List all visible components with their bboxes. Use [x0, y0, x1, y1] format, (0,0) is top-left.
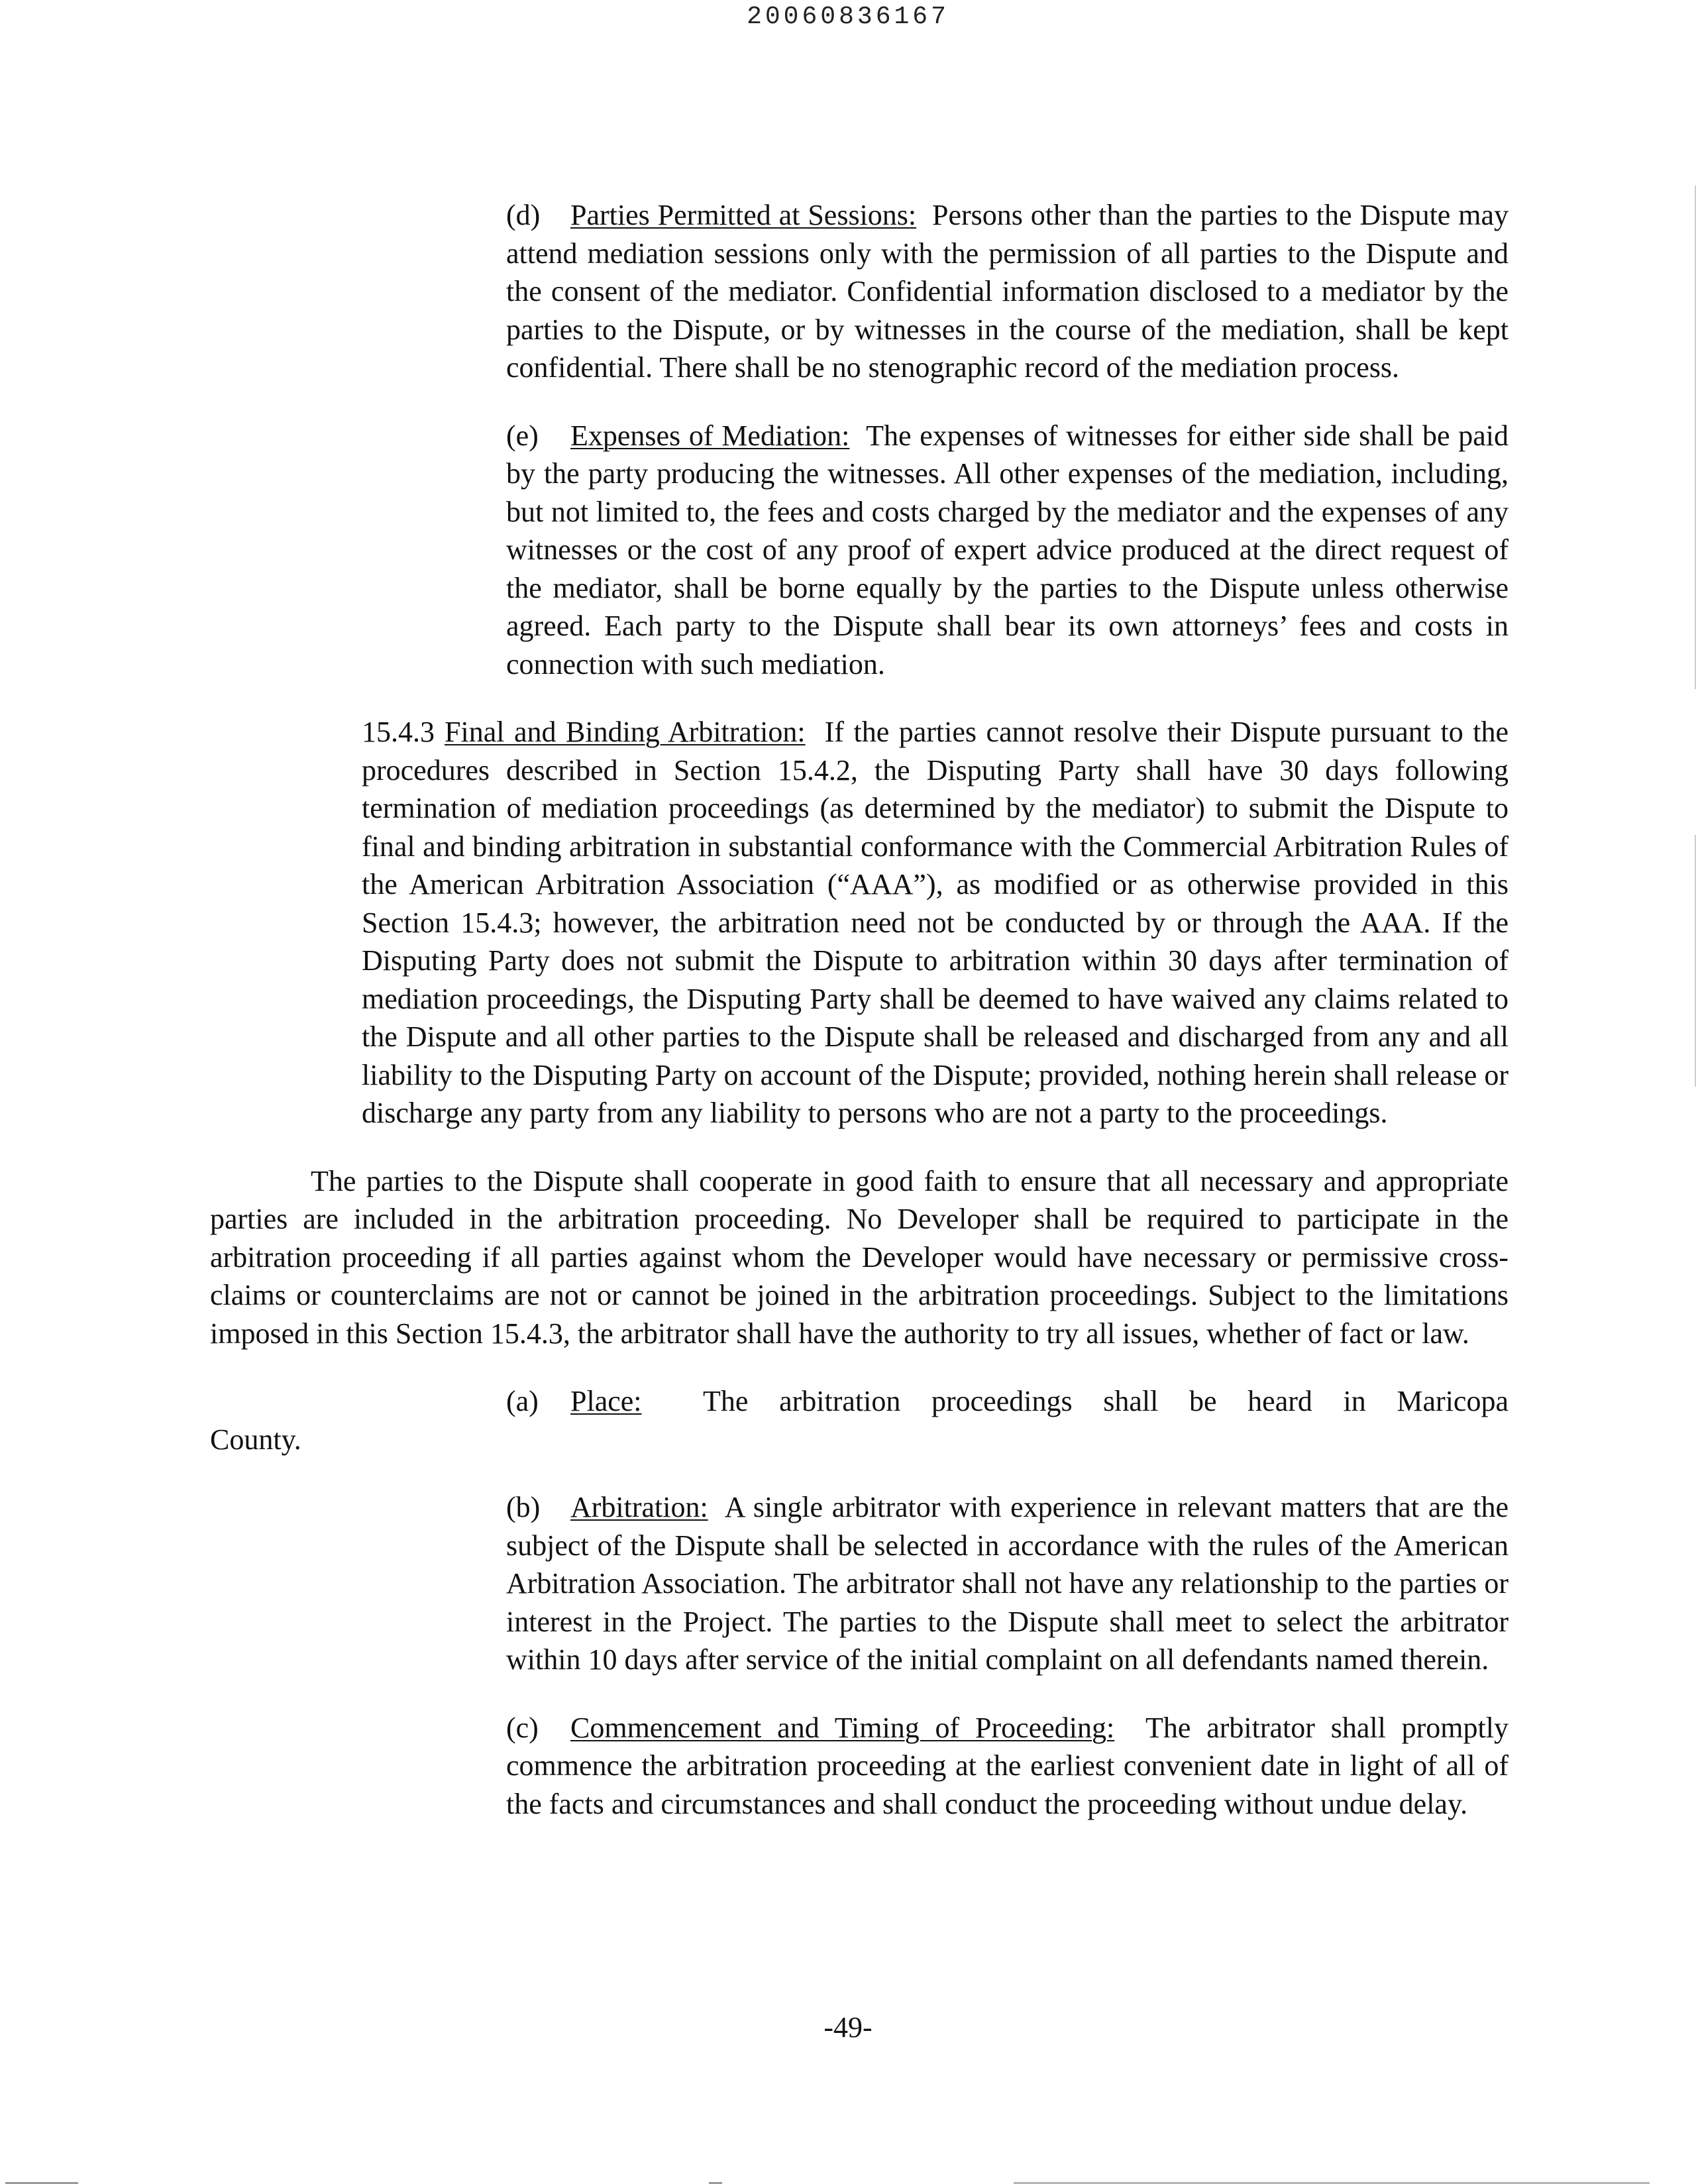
document-number: 20060836167 [747, 3, 949, 31]
page-number: -49- [823, 2011, 873, 2044]
paragraph-cooperation: The parties to the Dispute shall cooperate in good faith to ensure that all necessary and appropriate parties are included in the arbitration proceeding. No Developer shall be required to participate in the arbitration proceeding if all parties against whom the Developer would have necessary or permissive cross-claims or counterclaims are not or cannot be joined in the arbitration proceedings. Subject to the limitations imposed in this Section 15.4.3, the arbitrator shall have the authority to try all issues, whether of fact or law. [210, 1164, 1509, 1350]
subsection-text: Persons other than the parties to the Dispute may attend mediation sessions only with the permission of all parties to the Dispute and the consent of the mediator. Confidential information disclosed to a mediator by the parties to the Dispute, or by witnesses in the course of the mediation, shall be kept confidential. There shall be no stenographic record of the mediation process. [506, 199, 1509, 384]
paragraph-c-commencement-timing [210, 1709, 1509, 1824]
subsection-heading: Place: [570, 1385, 642, 1417]
subsection-label: (a) [506, 1385, 539, 1417]
paragraph-e-expenses-of-mediation [210, 417, 1509, 684]
subsection-text: The arbitrator shall promptly commence the arbitration proceeding at the earliest convenient date in light of all of the facts and circumstances and shall conduct the proceeding without undue delay. [506, 1711, 1509, 1820]
page-body [210, 196, 1509, 1853]
paragraph-a-place-continued: County. [210, 1423, 301, 1456]
subsection-heading: Arbitration: [570, 1491, 708, 1523]
paragraph-a-place [210, 1382, 1509, 1421]
subsection-label: (b) [506, 1491, 541, 1523]
section-number: 15.4.3 [362, 716, 435, 748]
section-text: If the parties cannot resolve their Dispute pursuant to the procedures described in Section 15.4.2, the Disputing Party shall have 30 days following termination of mediation proceedings (as determined by the mediator) to submit the Dispute to final and binding arbitration in substantial conformance with the Commercial Arbitration Rules of the American Arbitration Association (“AAA”), as modified or as otherwise provided in this Section 15.4.3; however, the arbitration need not be conducted by or through the AAA. If the Disputing Party does not submit the Dispute to arbitration within 30 days after termination of mediation proceedings, the Disputing Party shall be deemed to have waived any claims related to the Dispute and all other parties to the Dispute shall be released and discharged from any and all liability to the Disputing Party on account of the Dispute; provided, nothing herein shall release or discharge any party from any liability to persons who are not a party to the proceedings. [362, 716, 1509, 1129]
subsection-label: (d) [506, 199, 541, 231]
subsection-text: The expenses of witnesses for either side shall be paid by the party producing the witnesses. All other expenses of the mediation, including, but not limited to, the fees and costs charged by the mediator and the expenses of any witnesses or the cost of any proof of expert advice produced at the direct request of the mediator, shall be borne equally by the parties to the Dispute unless otherwise agreed. Each party to the Dispute shall bear its own attorneys’ fees and costs in connection with such mediation. [506, 419, 1509, 681]
section-heading: Final and Binding Arbitration: [445, 716, 806, 748]
subsection-heading: Commencement and Timing of Proceeding: [570, 1711, 1115, 1744]
section-15-4-3-final-binding-arbitration [210, 713, 1509, 1132]
subsection-label: (c) [506, 1711, 539, 1744]
paragraph-b-arbitration [210, 1488, 1509, 1679]
subsection-heading: Parties Permitted at Sessions: [570, 199, 917, 231]
subsection-label: (e) [506, 419, 539, 452]
subsection-text: The arbitration proceedings shall be heard in Maricopa [703, 1385, 1509, 1417]
subsection-heading: Expenses of Mediation: [570, 419, 850, 452]
paragraph-d-parties-permitted [210, 196, 1509, 387]
subsection-text: A single arbitrator with experience in relevant matters that are the subject of the Dispute shall be selected in accordance with the rules of the American Arbitration Association. The arbitrator shall not have any relationship to the parties or interest in the Project. The parties to the Dispute shall meet to select the arbitrator within 10 days after service of the initial complaint on all defendants named therein. [506, 1491, 1509, 1676]
